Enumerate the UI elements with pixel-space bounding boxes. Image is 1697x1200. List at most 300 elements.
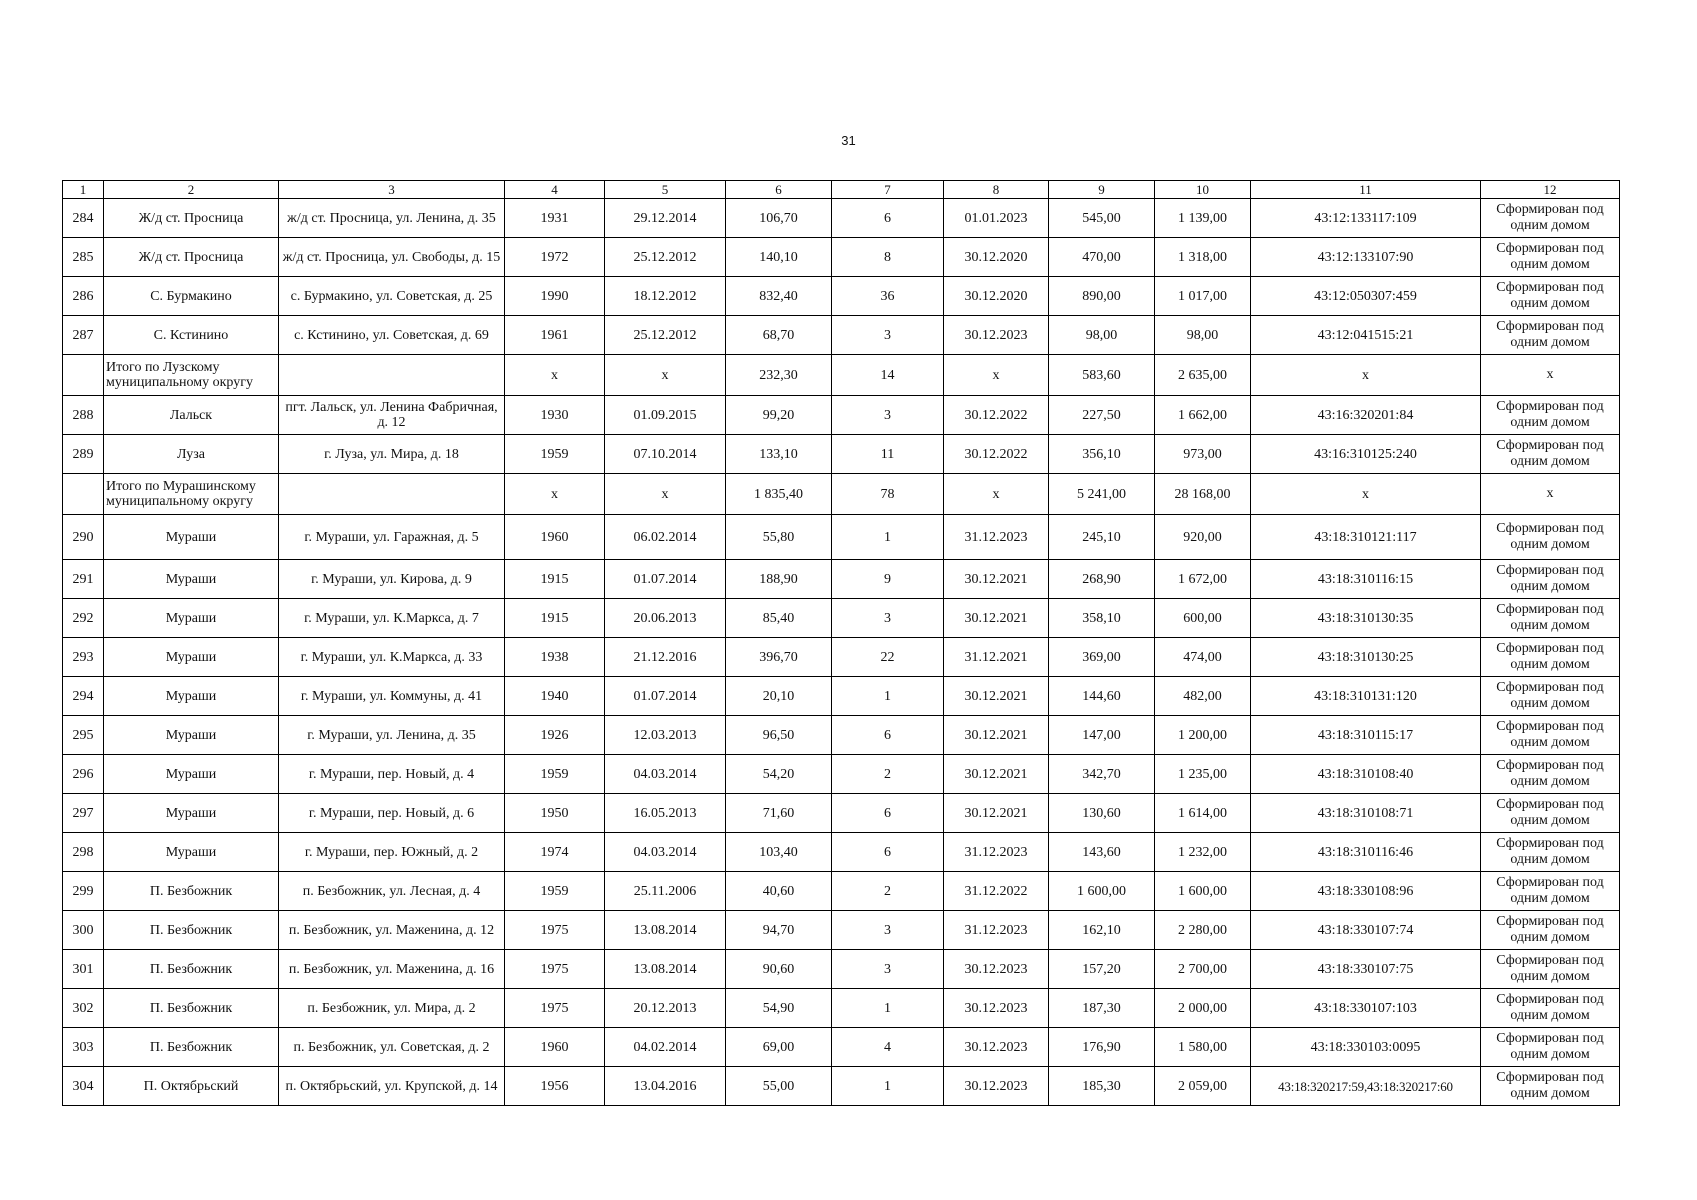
- row-number-cell: 288: [63, 396, 104, 435]
- deadline-date-cell: 31.12.2023: [944, 911, 1049, 950]
- land-status-cell: x: [1481, 355, 1620, 396]
- plot-area-cell: 600,00: [1155, 599, 1251, 638]
- land-area-cell: 143,60: [1049, 833, 1155, 872]
- row-number-cell: 292: [63, 599, 104, 638]
- row-number-cell: 284: [63, 199, 104, 238]
- area-cell: 103,40: [726, 833, 832, 872]
- recognition-date-cell: 06.02.2014: [605, 515, 726, 560]
- residents-cell: 6: [832, 716, 944, 755]
- recognition-date-cell: 20.06.2013: [605, 599, 726, 638]
- address-cell: г. Мураши, пер. Южный, д. 2: [279, 833, 505, 872]
- table-row: [63, 238, 1620, 277]
- build-year-cell: 1938: [505, 638, 605, 677]
- column-header: 10: [1155, 181, 1251, 199]
- residents-cell: 3: [832, 316, 944, 355]
- plot-area-cell: 98,00: [1155, 316, 1251, 355]
- build-year-cell: 1960: [505, 515, 605, 560]
- cadastral-number-cell: 43:18:310130:25: [1251, 638, 1481, 677]
- address-cell: п. Безбожник, ул. Лесная, д. 4: [279, 872, 505, 911]
- residents-cell: 36: [832, 277, 944, 316]
- residents-cell: 6: [832, 833, 944, 872]
- cadastral-number-cell: 43:18:320217:59,43:18:320217:60: [1251, 1067, 1481, 1106]
- recognition-date-cell: 21.12.2016: [605, 638, 726, 677]
- deadline-date-cell: 30.12.2023: [944, 989, 1049, 1028]
- plot-area-cell: 1 139,00: [1155, 199, 1251, 238]
- table-row: [63, 599, 1620, 638]
- column-number-row: [63, 181, 1620, 199]
- build-year-cell: 1975: [505, 950, 605, 989]
- build-year-cell: 1956: [505, 1067, 605, 1106]
- settlement-cell: П. Безбожник: [104, 1028, 279, 1067]
- land-area-cell: 176,90: [1049, 1028, 1155, 1067]
- recognition-date-cell: 25.12.2012: [605, 238, 726, 277]
- residents-cell: 2: [832, 872, 944, 911]
- area-cell: 832,40: [726, 277, 832, 316]
- plot-area-cell: 1 318,00: [1155, 238, 1251, 277]
- build-year-cell: 1959: [505, 872, 605, 911]
- address-cell: п. Безбожник, ул. Советская, д. 2: [279, 1028, 505, 1067]
- settlement-cell: Ж/д ст. Просница: [104, 199, 279, 238]
- address-cell: г. Мураши, пер. Новый, д. 6: [279, 794, 505, 833]
- cadastral-number-cell: 43:16:320201:84: [1251, 396, 1481, 435]
- row-number-cell: 300: [63, 911, 104, 950]
- row-number-cell: 290: [63, 515, 104, 560]
- cadastral-number-cell: 43:18:330107:75: [1251, 950, 1481, 989]
- land-status-cell: Сформирован под одним домом: [1481, 638, 1620, 677]
- land-status-cell: x: [1481, 474, 1620, 515]
- row-number-cell: 299: [63, 872, 104, 911]
- plot-area-cell: 2 280,00: [1155, 911, 1251, 950]
- deadline-date-cell: 31.12.2021: [944, 638, 1049, 677]
- row-number-cell: [63, 355, 104, 396]
- address-cell: г. Мураши, ул. К.Маркса, д. 33: [279, 638, 505, 677]
- cadastral-number-cell: 43:18:310108:71: [1251, 794, 1481, 833]
- residents-cell: 3: [832, 911, 944, 950]
- residents-cell: 3: [832, 396, 944, 435]
- build-year-cell: 1930: [505, 396, 605, 435]
- plot-area-cell: 2 000,00: [1155, 989, 1251, 1028]
- land-status-cell: Сформирован под одним домом: [1481, 1028, 1620, 1067]
- area-cell: 55,00: [726, 1067, 832, 1106]
- settlement-cell: П. Октябрьский: [104, 1067, 279, 1106]
- recognition-date-cell: 01.07.2014: [605, 677, 726, 716]
- table-row: [63, 316, 1620, 355]
- recognition-date-cell: 25.12.2012: [605, 316, 726, 355]
- residents-cell: 6: [832, 199, 944, 238]
- residents-cell: 1: [832, 515, 944, 560]
- land-area-cell: 268,90: [1049, 560, 1155, 599]
- recognition-date-cell: 04.03.2014: [605, 755, 726, 794]
- build-year-cell: x: [505, 474, 605, 515]
- settlement-cell: П. Безбожник: [104, 911, 279, 950]
- land-area-cell: 185,30: [1049, 1067, 1155, 1106]
- settlement-cell: Мураши: [104, 794, 279, 833]
- cadastral-number-cell: 43:16:310125:240: [1251, 435, 1481, 474]
- recognition-date-cell: 04.02.2014: [605, 1028, 726, 1067]
- residents-cell: 6: [832, 794, 944, 833]
- plot-area-cell: 2 700,00: [1155, 950, 1251, 989]
- residents-cell: 8: [832, 238, 944, 277]
- recognition-date-cell: 29.12.2014: [605, 199, 726, 238]
- land-status-cell: Сформирован под одним домом: [1481, 238, 1620, 277]
- table-row: [63, 833, 1620, 872]
- plot-area-cell: 1 235,00: [1155, 755, 1251, 794]
- land-area-cell: 470,00: [1049, 238, 1155, 277]
- land-status-cell: Сформирован под одним домом: [1481, 794, 1620, 833]
- land-status-cell: Сформирован под одним домом: [1481, 599, 1620, 638]
- cadastral-number-cell: 43:12:050307:459: [1251, 277, 1481, 316]
- row-number-cell: 304: [63, 1067, 104, 1106]
- deadline-date-cell: 30.12.2021: [944, 716, 1049, 755]
- residents-cell: 3: [832, 599, 944, 638]
- recognition-date-cell: 04.03.2014: [605, 833, 726, 872]
- land-area-cell: 356,10: [1049, 435, 1155, 474]
- residents-cell: 3: [832, 950, 944, 989]
- deadline-date-cell: 30.12.2023: [944, 316, 1049, 355]
- land-area-cell: 147,00: [1049, 716, 1155, 755]
- deadline-date-cell: 31.12.2023: [944, 515, 1049, 560]
- area-cell: 54,20: [726, 755, 832, 794]
- row-number-cell: 291: [63, 560, 104, 599]
- settlement-cell: Мураши: [104, 599, 279, 638]
- address-cell: ж/д ст. Просница, ул. Свободы, д. 15: [279, 238, 505, 277]
- area-cell: 55,80: [726, 515, 832, 560]
- land-status-cell: Сформирован под одним домом: [1481, 435, 1620, 474]
- land-status-cell: Сформирован под одним домом: [1481, 950, 1620, 989]
- plot-area-cell: 1 600,00: [1155, 872, 1251, 911]
- settlement-cell: Луза: [104, 435, 279, 474]
- plot-area-cell: 973,00: [1155, 435, 1251, 474]
- table-row: [63, 199, 1620, 238]
- land-status-cell: Сформирован под одним домом: [1481, 316, 1620, 355]
- residents-cell: 2: [832, 755, 944, 794]
- residents-cell: 1: [832, 989, 944, 1028]
- settlement-cell: Мураши: [104, 755, 279, 794]
- recognition-date-cell: 18.12.2012: [605, 277, 726, 316]
- column-header: 6: [726, 181, 832, 199]
- plot-area-cell: 1 614,00: [1155, 794, 1251, 833]
- land-area-cell: 144,60: [1049, 677, 1155, 716]
- recognition-date-cell: 12.03.2013: [605, 716, 726, 755]
- address-cell: ж/д ст. Просница, ул. Ленина, д. 35: [279, 199, 505, 238]
- land-area-cell: 245,10: [1049, 515, 1155, 560]
- build-year-cell: 1926: [505, 716, 605, 755]
- plot-area-cell: 1 580,00: [1155, 1028, 1251, 1067]
- build-year-cell: 1975: [505, 989, 605, 1028]
- table-row: [63, 950, 1620, 989]
- land-status-cell: Сформирован под одним домом: [1481, 833, 1620, 872]
- cadastral-number-cell: 43:18:310108:40: [1251, 755, 1481, 794]
- address-cell: п. Безбожник, ул. Маженина, д. 16: [279, 950, 505, 989]
- row-number-cell: 286: [63, 277, 104, 316]
- plot-area-cell: 474,00: [1155, 638, 1251, 677]
- settlement-cell: Ж/д ст. Просница: [104, 238, 279, 277]
- area-cell: 20,10: [726, 677, 832, 716]
- build-year-cell: 1975: [505, 911, 605, 950]
- cadastral-number-cell: 43:18:330107:103: [1251, 989, 1481, 1028]
- area-cell: 40,60: [726, 872, 832, 911]
- land-area-cell: 545,00: [1049, 199, 1155, 238]
- land-status-cell: Сформирован под одним домом: [1481, 989, 1620, 1028]
- address-cell: п. Безбожник, ул. Маженина, д. 12: [279, 911, 505, 950]
- address-cell: г. Мураши, ул. Коммуны, д. 41: [279, 677, 505, 716]
- build-year-cell: 1915: [505, 599, 605, 638]
- recognition-date-cell: x: [605, 474, 726, 515]
- address-cell: с. Бурмакино, ул. Советская, д. 25: [279, 277, 505, 316]
- row-number-cell: 298: [63, 833, 104, 872]
- deadline-date-cell: 30.12.2022: [944, 396, 1049, 435]
- residents-cell: 1: [832, 677, 944, 716]
- plot-area-cell: 1 017,00: [1155, 277, 1251, 316]
- build-year-cell: 1959: [505, 755, 605, 794]
- column-header: 1: [63, 181, 104, 199]
- table-row: [63, 1028, 1620, 1067]
- cadastral-number-cell: 43:12:133117:109: [1251, 199, 1481, 238]
- cadastral-number-cell: 43:18:310116:46: [1251, 833, 1481, 872]
- deadline-date-cell: x: [944, 355, 1049, 396]
- deadline-date-cell: 30.12.2022: [944, 435, 1049, 474]
- subtotal-row: [63, 355, 1620, 396]
- plot-area-cell: 28 168,00: [1155, 474, 1251, 515]
- cadastral-number-cell: 43:18:310130:35: [1251, 599, 1481, 638]
- land-area-cell: 98,00: [1049, 316, 1155, 355]
- cadastral-number-cell: x: [1251, 355, 1481, 396]
- deadline-date-cell: 30.12.2023: [944, 950, 1049, 989]
- row-number-cell: 285: [63, 238, 104, 277]
- area-cell: 96,50: [726, 716, 832, 755]
- land-status-cell: Сформирован под одним домом: [1481, 872, 1620, 911]
- settlement-cell: Итого по Мурашинскому муниципальному округу: [104, 474, 279, 515]
- deadline-date-cell: 01.01.2023: [944, 199, 1049, 238]
- settlement-cell: Мураши: [104, 560, 279, 599]
- build-year-cell: 1972: [505, 238, 605, 277]
- plot-area-cell: 1 200,00: [1155, 716, 1251, 755]
- table-row: [63, 638, 1620, 677]
- settlement-cell: С. Кстинино: [104, 316, 279, 355]
- column-header: 3: [279, 181, 505, 199]
- row-number-cell: 294: [63, 677, 104, 716]
- row-number-cell: 293: [63, 638, 104, 677]
- plot-area-cell: 2 635,00: [1155, 355, 1251, 396]
- area-cell: 71,60: [726, 794, 832, 833]
- area-cell: 106,70: [726, 199, 832, 238]
- build-year-cell: 1915: [505, 560, 605, 599]
- plot-area-cell: 1 662,00: [1155, 396, 1251, 435]
- land-area-cell: 187,30: [1049, 989, 1155, 1028]
- deadline-date-cell: 30.12.2020: [944, 277, 1049, 316]
- land-area-cell: 162,10: [1049, 911, 1155, 950]
- build-year-cell: x: [505, 355, 605, 396]
- recognition-date-cell: 01.07.2014: [605, 560, 726, 599]
- column-header: 11: [1251, 181, 1481, 199]
- settlement-cell: Мураши: [104, 677, 279, 716]
- table-row: [63, 755, 1620, 794]
- table-row: [63, 396, 1620, 435]
- column-header: 8: [944, 181, 1049, 199]
- area-cell: 85,40: [726, 599, 832, 638]
- area-cell: 90,60: [726, 950, 832, 989]
- address-cell: пгт. Лальск, ул. Ленина Фабричная, д. 12: [279, 396, 505, 435]
- build-year-cell: 1950: [505, 794, 605, 833]
- settlement-cell: Итого по Лузскому муниципальному округу: [104, 355, 279, 396]
- build-year-cell: 1990: [505, 277, 605, 316]
- deadline-date-cell: 30.12.2023: [944, 1028, 1049, 1067]
- settlement-cell: С. Бурмакино: [104, 277, 279, 316]
- recognition-date-cell: 13.08.2014: [605, 911, 726, 950]
- build-year-cell: 1931: [505, 199, 605, 238]
- area-cell: 188,90: [726, 560, 832, 599]
- land-status-cell: Сформирован под одним домом: [1481, 1067, 1620, 1106]
- residents-cell: 22: [832, 638, 944, 677]
- settlement-cell: П. Безбожник: [104, 872, 279, 911]
- address-cell: п. Октябрьский, ул. Крупской, д. 14: [279, 1067, 505, 1106]
- land-area-cell: 130,60: [1049, 794, 1155, 833]
- land-area-cell: 342,70: [1049, 755, 1155, 794]
- recognition-date-cell: 13.04.2016: [605, 1067, 726, 1106]
- deadline-date-cell: 30.12.2021: [944, 794, 1049, 833]
- row-number-cell: [63, 474, 104, 515]
- column-header: 9: [1049, 181, 1155, 199]
- table-row: [63, 716, 1620, 755]
- recognition-date-cell: 01.09.2015: [605, 396, 726, 435]
- table-row: [63, 560, 1620, 599]
- registry-body: [63, 199, 1620, 1106]
- column-header: 4: [505, 181, 605, 199]
- plot-area-cell: 1 672,00: [1155, 560, 1251, 599]
- residents-cell: 4: [832, 1028, 944, 1067]
- cadastral-number-cell: 43:18:330103:0095: [1251, 1028, 1481, 1067]
- cadastral-number-cell: 43:18:330107:74: [1251, 911, 1481, 950]
- deadline-date-cell: x: [944, 474, 1049, 515]
- land-status-cell: Сформирован под одним домом: [1481, 199, 1620, 238]
- table-row: [63, 677, 1620, 716]
- row-number-cell: 301: [63, 950, 104, 989]
- row-number-cell: 295: [63, 716, 104, 755]
- cadastral-number-cell: 43:18:310131:120: [1251, 677, 1481, 716]
- column-header: 2: [104, 181, 279, 199]
- land-status-cell: Сформирован под одним домом: [1481, 911, 1620, 950]
- row-number-cell: 287: [63, 316, 104, 355]
- row-number-cell: 302: [63, 989, 104, 1028]
- deadline-date-cell: 30.12.2021: [944, 599, 1049, 638]
- table-row: [63, 872, 1620, 911]
- deadline-date-cell: 30.12.2023: [944, 1067, 1049, 1106]
- table-row: [63, 989, 1620, 1028]
- residents-cell: 11: [832, 435, 944, 474]
- land-status-cell: Сформирован под одним домом: [1481, 716, 1620, 755]
- land-status-cell: Сформирован под одним домом: [1481, 755, 1620, 794]
- build-year-cell: 1960: [505, 1028, 605, 1067]
- residents-cell: 1: [832, 1067, 944, 1106]
- residents-cell: 9: [832, 560, 944, 599]
- area-cell: 140,10: [726, 238, 832, 277]
- deadline-date-cell: 30.12.2021: [944, 677, 1049, 716]
- row-number-cell: 297: [63, 794, 104, 833]
- area-cell: 232,30: [726, 355, 832, 396]
- deadline-date-cell: 30.12.2021: [944, 755, 1049, 794]
- area-cell: 69,00: [726, 1028, 832, 1067]
- address-cell: г. Мураши, пер. Новый, д. 4: [279, 755, 505, 794]
- area-cell: 133,10: [726, 435, 832, 474]
- land-area-cell: 583,60: [1049, 355, 1155, 396]
- cadastral-number-cell: 43:18:330108:96: [1251, 872, 1481, 911]
- deadline-date-cell: 31.12.2022: [944, 872, 1049, 911]
- recognition-date-cell: 25.11.2006: [605, 872, 726, 911]
- page-number: 31: [841, 133, 856, 148]
- settlement-cell: П. Безбожник: [104, 989, 279, 1028]
- land-area-cell: 358,10: [1049, 599, 1155, 638]
- land-area-cell: 1 600,00: [1049, 872, 1155, 911]
- cadastral-number-cell: 43:18:310116:15: [1251, 560, 1481, 599]
- table-row: [63, 1067, 1620, 1106]
- address-cell: г. Мураши, ул. Гаражная, д. 5: [279, 515, 505, 560]
- land-status-cell: Сформирован под одним домом: [1481, 396, 1620, 435]
- recognition-date-cell: x: [605, 355, 726, 396]
- column-header: 7: [832, 181, 944, 199]
- address-cell: г. Мураши, ул. Кирова, д. 9: [279, 560, 505, 599]
- area-cell: 1 835,40: [726, 474, 832, 515]
- plot-area-cell: 920,00: [1155, 515, 1251, 560]
- area-cell: 68,70: [726, 316, 832, 355]
- residents-cell: 78: [832, 474, 944, 515]
- residents-cell: 14: [832, 355, 944, 396]
- address-cell: г. Мураши, ул. К.Маркса, д. 7: [279, 599, 505, 638]
- settlement-cell: Мураши: [104, 515, 279, 560]
- cadastral-number-cell: 43:12:041515:21: [1251, 316, 1481, 355]
- recognition-date-cell: 16.05.2013: [605, 794, 726, 833]
- deadline-date-cell: 31.12.2023: [944, 833, 1049, 872]
- address-cell: г. Мураши, ул. Ленина, д. 35: [279, 716, 505, 755]
- table-row: [63, 435, 1620, 474]
- address-cell: [279, 474, 505, 515]
- settlement-cell: Мураши: [104, 833, 279, 872]
- build-year-cell: 1961: [505, 316, 605, 355]
- area-cell: 99,20: [726, 396, 832, 435]
- build-year-cell: 1974: [505, 833, 605, 872]
- recognition-date-cell: 13.08.2014: [605, 950, 726, 989]
- land-area-cell: 157,20: [1049, 950, 1155, 989]
- plot-area-cell: 482,00: [1155, 677, 1251, 716]
- deadline-date-cell: 30.12.2021: [944, 560, 1049, 599]
- table-row: [63, 515, 1620, 560]
- cadastral-number-cell: x: [1251, 474, 1481, 515]
- address-cell: п. Безбожник, ул. Мира, д. 2: [279, 989, 505, 1028]
- subtotal-row: [63, 474, 1620, 515]
- land-area-cell: 227,50: [1049, 396, 1155, 435]
- land-status-cell: Сформирован под одним домом: [1481, 560, 1620, 599]
- cadastral-number-cell: 43:12:133107:90: [1251, 238, 1481, 277]
- plot-area-cell: 1 232,00: [1155, 833, 1251, 872]
- recognition-date-cell: 07.10.2014: [605, 435, 726, 474]
- build-year-cell: 1959: [505, 435, 605, 474]
- settlement-cell: Мураши: [104, 638, 279, 677]
- row-number-cell: 289: [63, 435, 104, 474]
- land-status-cell: Сформирован под одним домом: [1481, 515, 1620, 560]
- cadastral-number-cell: 43:18:310115:17: [1251, 716, 1481, 755]
- table-row: [63, 794, 1620, 833]
- address-cell: [279, 355, 505, 396]
- column-header: 5: [605, 181, 726, 199]
- address-cell: с. Кстинино, ул. Советская, д. 69: [279, 316, 505, 355]
- row-number-cell: 303: [63, 1028, 104, 1067]
- area-cell: 396,70: [726, 638, 832, 677]
- land-area-cell: 369,00: [1049, 638, 1155, 677]
- table-row: [63, 911, 1620, 950]
- recognition-date-cell: 20.12.2013: [605, 989, 726, 1028]
- land-status-cell: Сформирован под одним домом: [1481, 277, 1620, 316]
- row-number-cell: 296: [63, 755, 104, 794]
- deadline-date-cell: 30.12.2020: [944, 238, 1049, 277]
